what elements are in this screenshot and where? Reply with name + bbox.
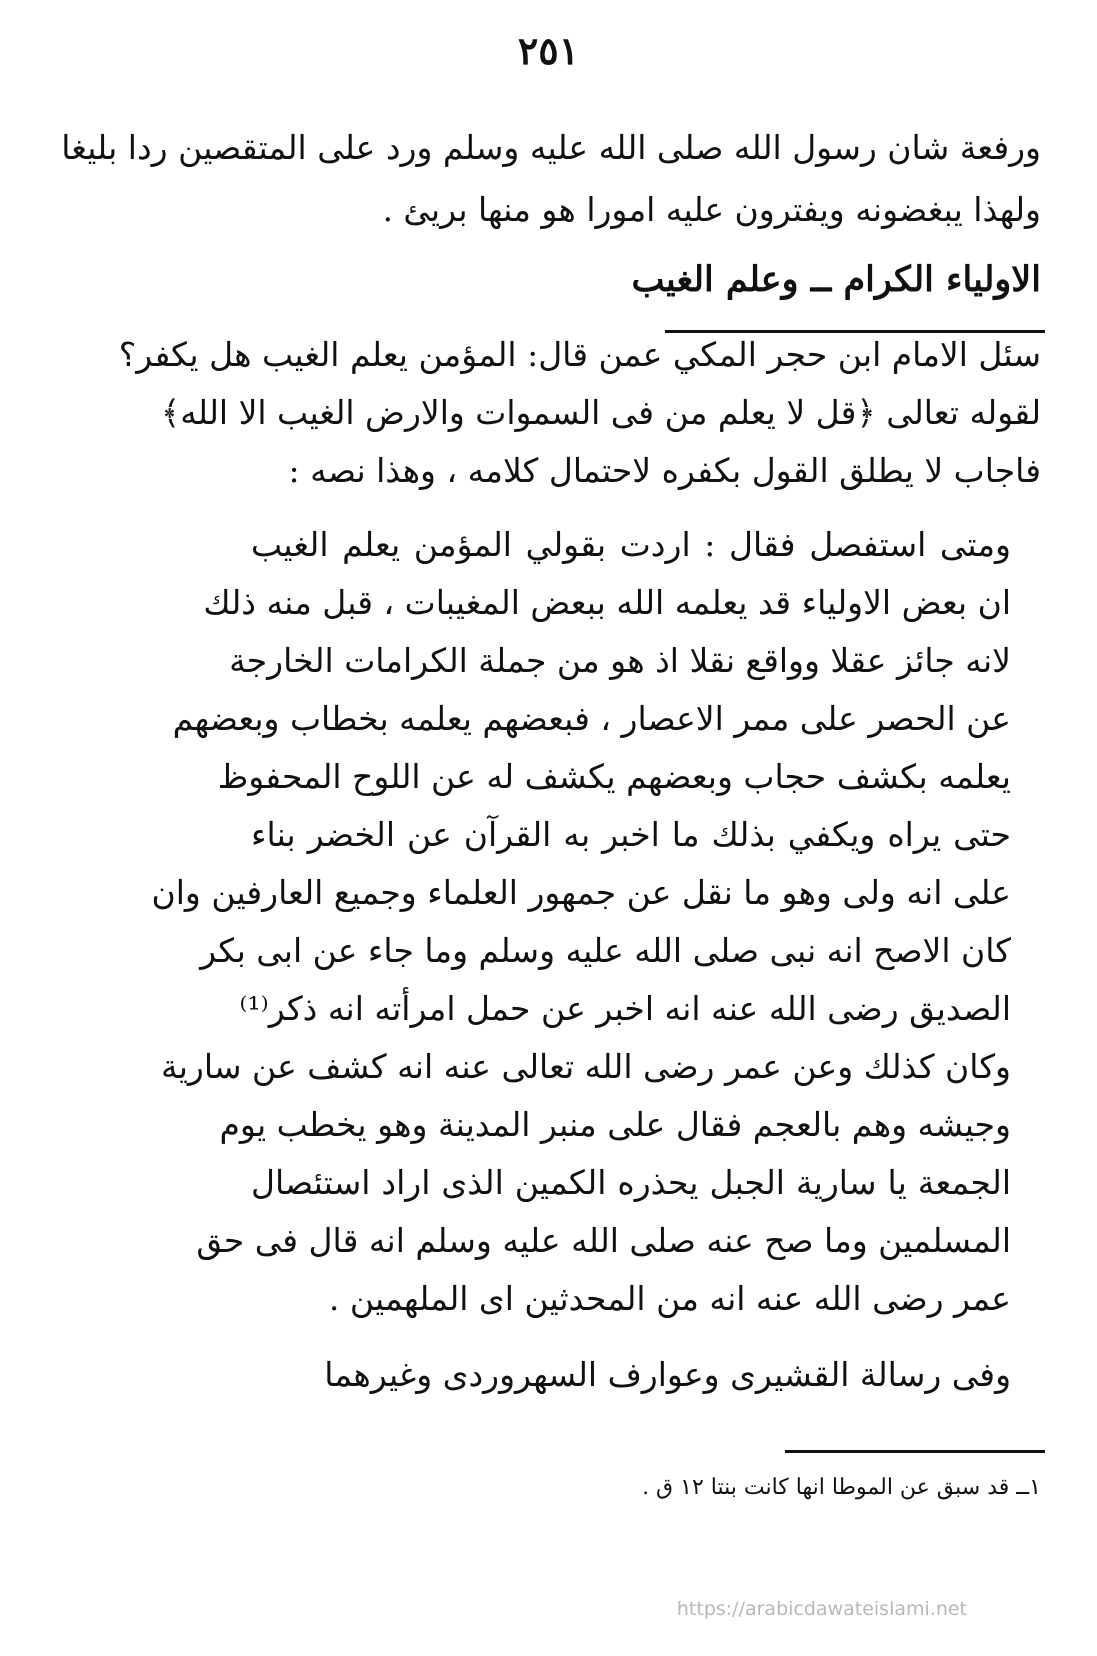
intro-line: ورفعة شان رسول الله صلى الله عليه وسلم ورد على المتقصين ردا بليغا: [61, 128, 1041, 167]
footnote: ١ــ قد سبق عن الموطا انها كانت بنتا ١٢ ق .: [642, 1475, 1041, 1500]
section-heading: الاولياء الكرام ــ وعلم الغيب: [631, 259, 1041, 300]
quote-line: وجيشه وهم بالعجم فقال على منبر المدينة وهو يخطب يوم: [219, 1105, 1011, 1144]
intro-line: ولهذا يبغضونه ويفترون عليه امورا هو منها بريئ .: [382, 190, 1041, 229]
body-line: سئل الامام ابن حجر المكي عمن قال: المؤمن يعلم الغيب هل يكفر؟: [118, 335, 1041, 374]
heading-underline: [665, 330, 1045, 333]
quote-line: الجمعة يا سارية الجبل يحذره الكمين الذى اراد استئصال: [251, 1163, 1011, 1202]
quote-line: المسلمين وما صح عنه صلى الله عليه وسلم انه قال فى حق: [196, 1221, 1011, 1260]
body-line: فاجاب لا يطلق القول بكفره لاحتمال كلامه ، وهذا نصه :: [288, 451, 1041, 490]
quote-line: وكان كذلك وعن عمر رضى الله تعالى عنه انه كشف عن سارية: [161, 1047, 1011, 1086]
watermark-url: https://arabicdawateislami.net: [676, 1598, 967, 1620]
quote-line: عمر رضى الله عنه انه من المحدثين اى الملهمين .: [328, 1279, 1011, 1318]
quote-line: عن الحصر على ممر الاعصار ، فبعضهم يعلمه بخطاب وبعضهم: [172, 699, 1011, 738]
quote-line: ان بعض الاولياء قد يعلمه الله ببعض المغيبات ، قبل منه ذلك: [203, 583, 1011, 622]
quote-line: ومتى استفصل فقال : اردت بقولي المؤمن يعلم الغيب: [251, 525, 1011, 564]
quote-line: كان الاصح انه نبى صلى الله عليه وسلم وما جاء عن ابى بكر: [200, 931, 1011, 970]
quote-line: يعلمه بكشف حجاب وبعضهم يكشف له عن اللوح المحفوظ: [217, 757, 1011, 796]
closing-line: وفى رسالة القشيرى وعوارف السهروردى وغيرهما: [324, 1355, 1011, 1394]
body-line: لقوله تعالى ﴿قل لا يعلم من فى السموات والارض الغيب الا الله﴾: [160, 393, 1041, 432]
footnote-separator: [785, 1450, 1045, 1453]
quote-line: الصديق رضى الله عنه انه اخبر عن حمل امرأته انه ذكر⁽¹⁾: [239, 989, 1011, 1028]
quote-line: حتى يراه ويكفي بذلك ما اخبر به القرآن عن الخضر بناء: [251, 815, 1011, 854]
quote-line: على انه ولى وهو ما نقل عن جمهور العلماء وجميع العارفين وان: [151, 873, 1011, 912]
quote-line: لانه جائز عقلا وواقع نقلا اذ هو من جملة الكرامات الخارجة: [229, 641, 1011, 680]
page-number: ٢٥١: [517, 28, 580, 73]
